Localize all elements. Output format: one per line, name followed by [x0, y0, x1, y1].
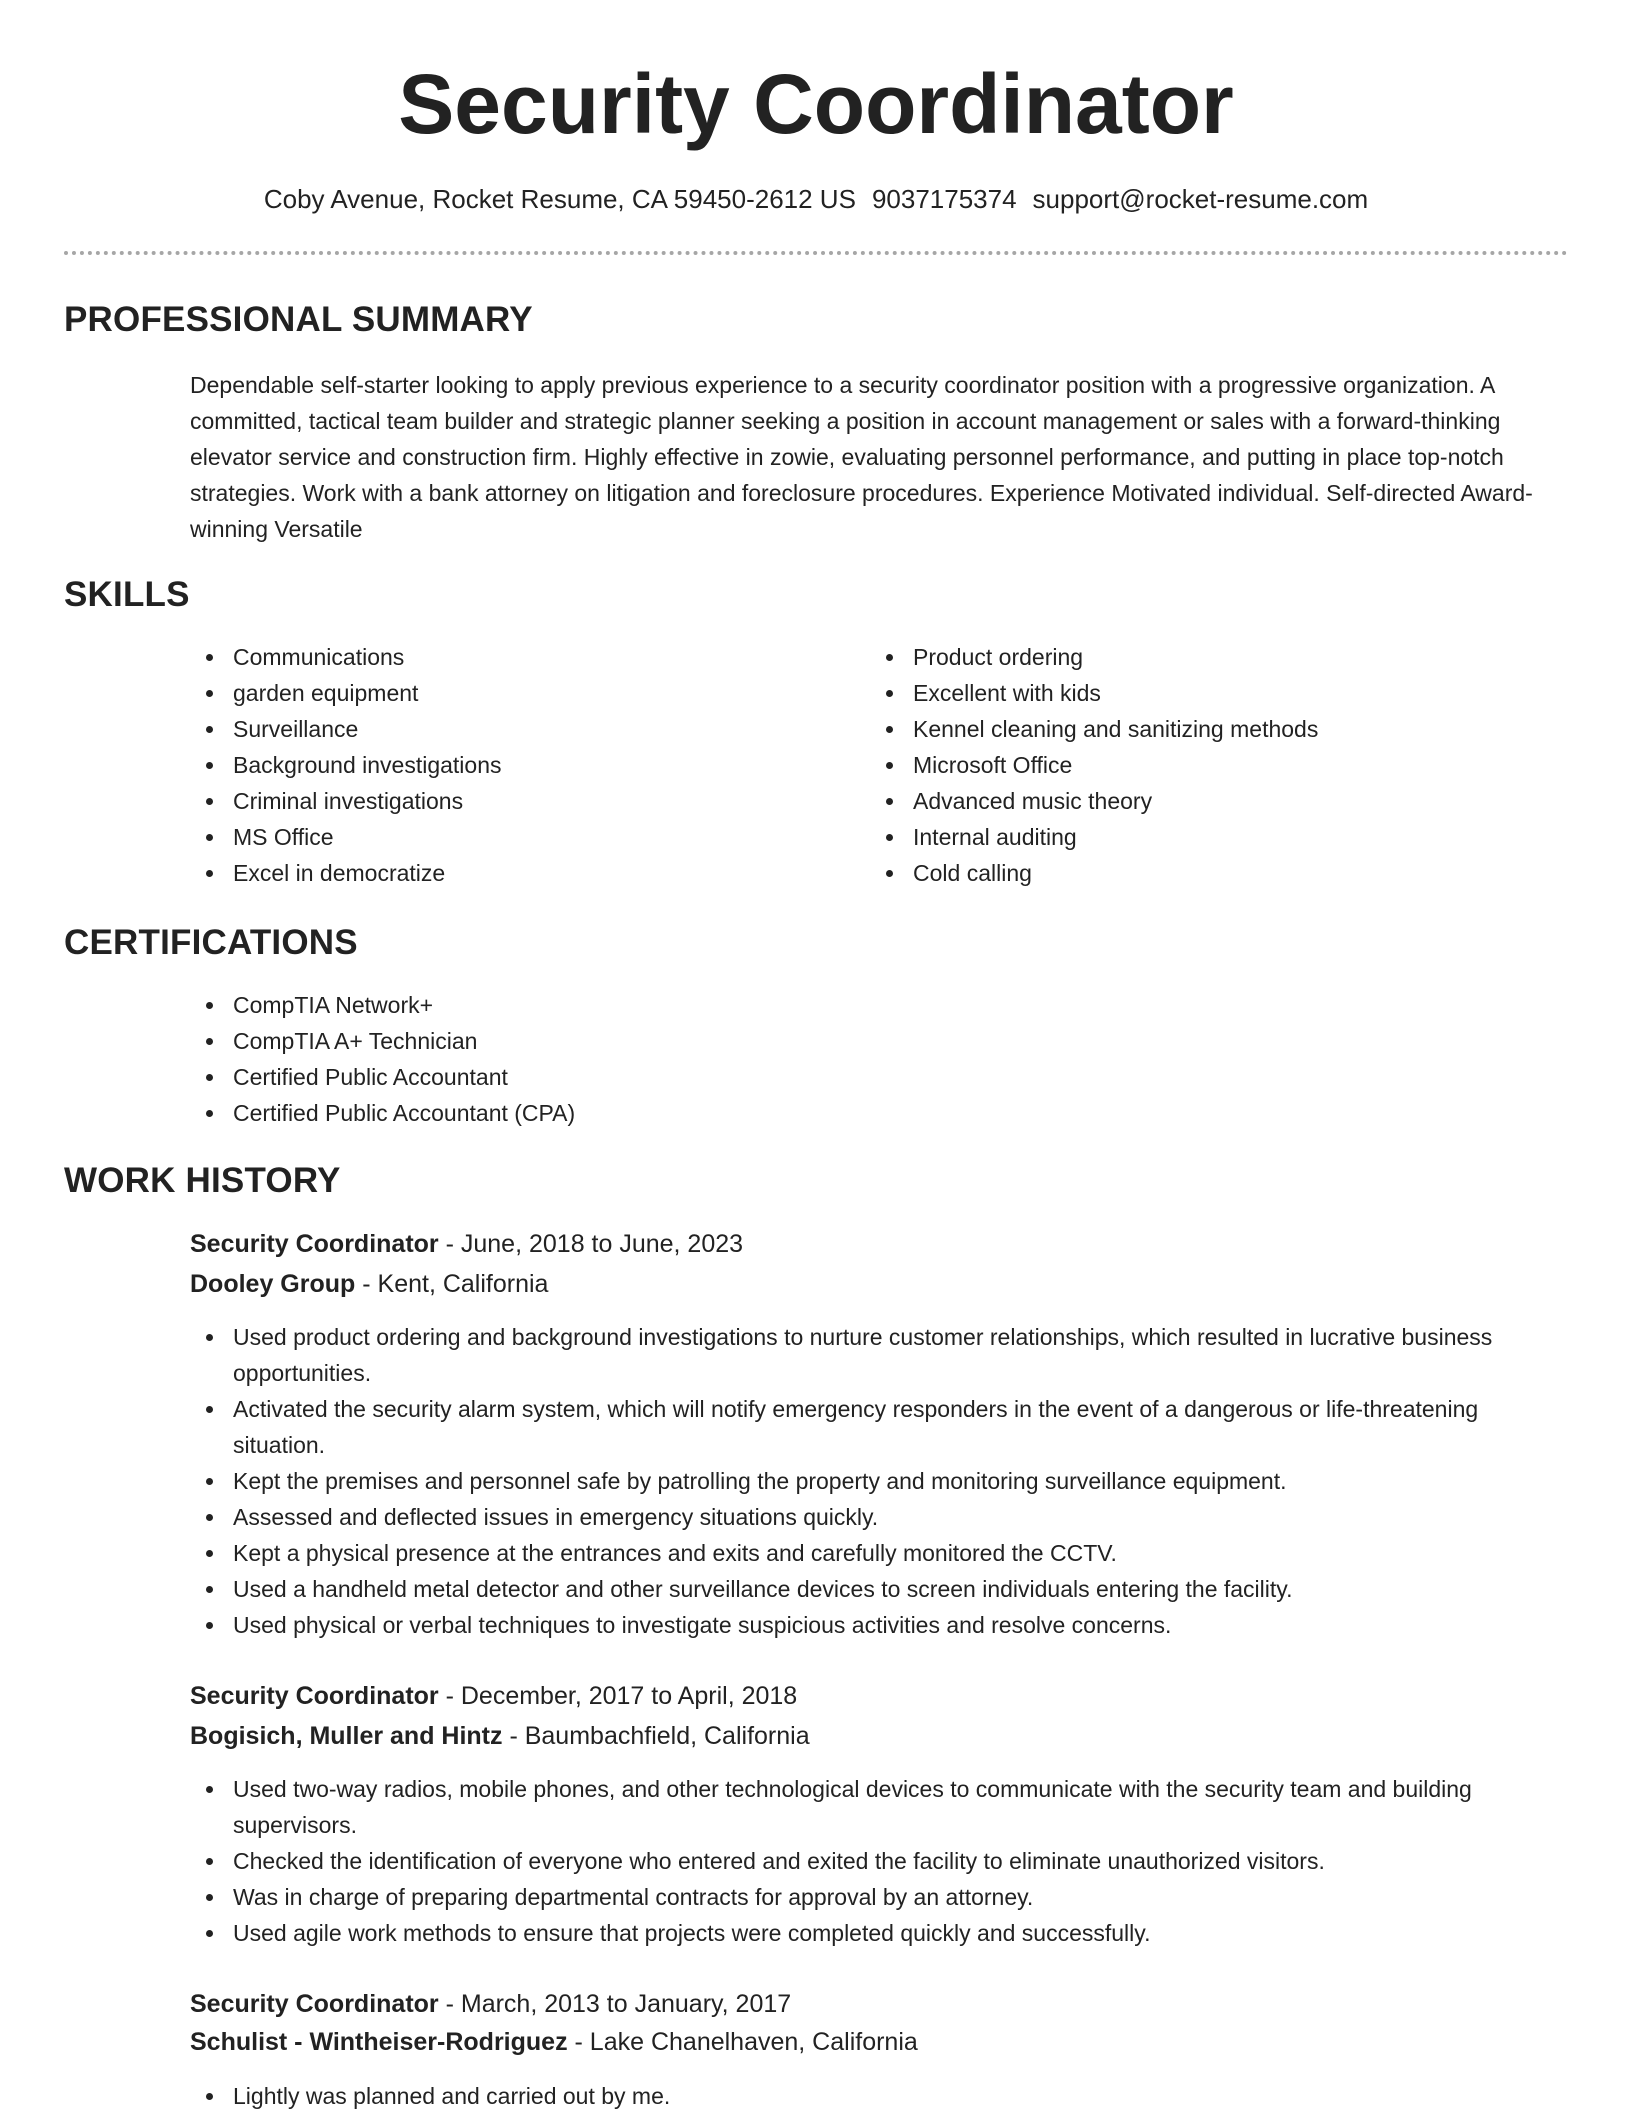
skill-item: Communications [190, 639, 810, 675]
certification-item: Certified Public Accountant (CPA) [190, 1095, 1560, 1131]
job-dates: - March, 2013 to January, 2017 [438, 1990, 792, 2018]
contact-address: Coby Avenue, Rocket Resume, CA 59450-2612 US [263, 184, 856, 214]
job-bullets [190, 1771, 1560, 1951]
summary-text: Dependable self-starter looking to apply previous experience to a security coordinator position with a progressive organization. A committed, tactical team builder and strategic planner seeking a position in account management or sales with a forward-thinking elevator service and construction firm. Highly effective in zowie, evaluating personnel performance, and putting in place top-notch strategies. Work with a bank attorney on litigation and foreclosure procedures. Experience Motivated individual. Self-directed Award-winning Versatile [190, 372, 1533, 542]
job-dates: - December, 2017 to April, 2018 [438, 1682, 798, 1710]
skill-item: Kennel cleaning and sanitizing methods [870, 711, 1560, 747]
skill-item: Excel in democratize [190, 855, 810, 891]
skills-heading: SKILLS [64, 575, 190, 614]
skill-item: MS Office [190, 819, 810, 855]
job-bullet: Activated the security alarm system, which will notify emergency responders in the event of a dangerous or life-threatening situation. [190, 1391, 1560, 1463]
contact-phone: 9037175374 [871, 184, 1017, 214]
skill-item: Advanced music theory [870, 783, 1560, 819]
work-history-heading: WORK HISTORY [64, 1161, 341, 1200]
job-role: Security Coordinator [190, 1990, 439, 2018]
job-title-line [190, 1226, 743, 1262]
skills-list-right [870, 639, 1560, 891]
job-company-line [190, 2024, 918, 2060]
job-dates: - June, 2018 to June, 2023 [438, 1230, 744, 1258]
skill-item: Product ordering [870, 639, 1560, 675]
job-location: - Kent, California [355, 1270, 549, 1298]
certification-item: CompTIA Network+ [190, 987, 1560, 1023]
job-role: Security Coordinator [190, 1230, 439, 1258]
contact-line [0, 182, 1632, 216]
skill-item: Background investigations [190, 747, 810, 783]
job-bullet: Lightly was planned and carried out by me. [190, 2078, 1560, 2114]
contact-email: support@rocket-resume.com [1032, 184, 1369, 214]
job-location: - Baumbachfield, California [502, 1722, 810, 1750]
job-company-line [190, 1718, 810, 1754]
job-title-line [190, 1986, 791, 2022]
job-bullet: Used product ordering and background investigations to nurture customer relationships, which resulted in lucrative business opportunities. [190, 1319, 1560, 1391]
skill-item: Internal auditing [870, 819, 1560, 855]
skills-list-left [190, 639, 810, 891]
job-company: Dooley Group [190, 1270, 356, 1298]
job-bullet: Assessed and deflected issues in emergency situations quickly. [190, 1499, 1560, 1535]
job-bullet: Used two-way radios, mobile phones, and other technological devices to communicate with the security team and building supervisors. [190, 1771, 1560, 1843]
certification-item: Certified Public Accountant [190, 1059, 1560, 1095]
job-bullets [190, 2078, 1560, 2114]
job-company-line [190, 1266, 548, 1302]
certifications-heading: CERTIFICATIONS [64, 923, 358, 962]
skill-item: Excellent with kids [870, 675, 1560, 711]
job-role: Security Coordinator [190, 1682, 439, 1710]
skill-item: Criminal investigations [190, 783, 810, 819]
job-bullet: Used physical or verbal techniques to investigate suspicious activities and resolve concerns. [190, 1607, 1560, 1643]
skill-item: Surveillance [190, 711, 810, 747]
summary-heading: PROFESSIONAL SUMMARY [64, 300, 533, 339]
skill-item: Cold calling [870, 855, 1560, 891]
job-bullet: Was in charge of preparing departmental contracts for approval by an attorney. [190, 1879, 1560, 1915]
certifications-list [190, 987, 1560, 1131]
certification-item: CompTIA A+ Technician [190, 1023, 1560, 1059]
job-company: Bogisich, Muller and Hintz [190, 1722, 503, 1750]
skill-item: Microsoft Office [870, 747, 1560, 783]
job-bullet: Checked the identification of everyone who entered and exited the facility to eliminate unauthorized visitors. [190, 1843, 1560, 1879]
job-bullet: Kept a physical presence at the entrances and exits and carefully monitored the CCTV. [190, 1535, 1560, 1571]
job-title-line [190, 1678, 797, 1714]
header-divider [64, 251, 1568, 255]
job-bullet: Used agile work methods to ensure that projects were completed quickly and successfully. [190, 1915, 1560, 1951]
skill-item: garden equipment [190, 675, 810, 711]
job-bullet: Kept the premises and personnel safe by patrolling the property and monitoring surveillance equipment. [190, 1463, 1560, 1499]
job-bullets [190, 1319, 1560, 1643]
job-bullet: Used a handheld metal detector and other surveillance devices to screen individuals entering the facility. [190, 1571, 1560, 1607]
job-location: - Lake Chanelhaven, California [567, 2028, 918, 2056]
resume-name: Security Coordinator [398, 57, 1234, 151]
job-company: Schulist - Wintheiser-Rodriguez [190, 2028, 568, 2056]
